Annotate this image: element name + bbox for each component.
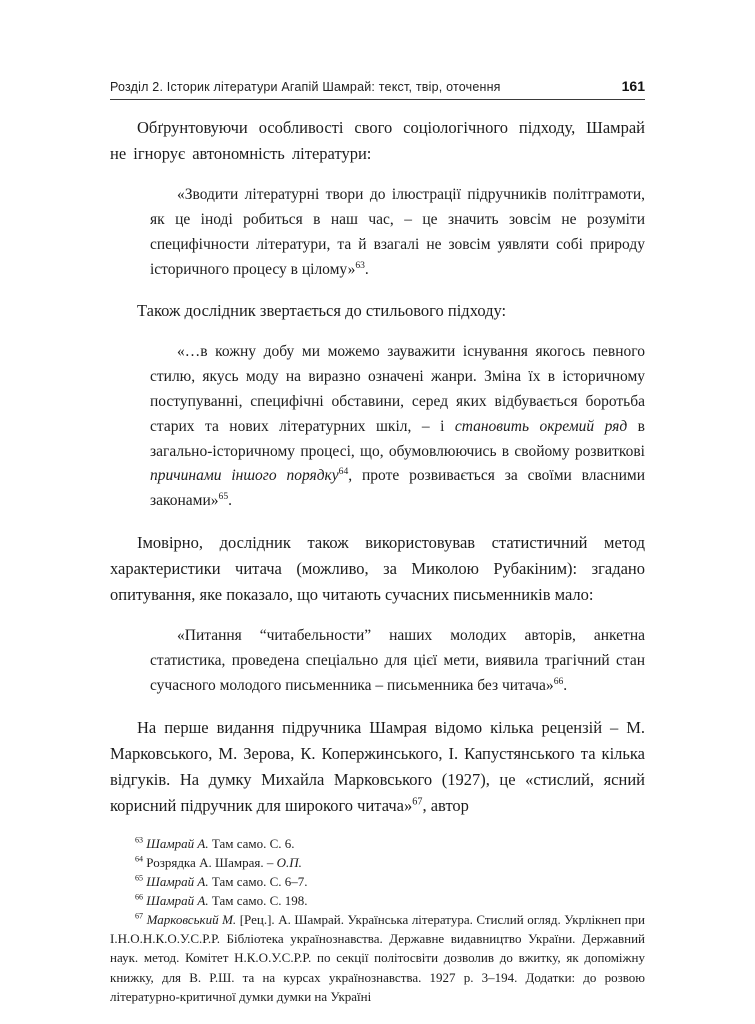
- footnote-65: $^{65}$ Шамрай А. Там само. С. 6–7.: [135, 873, 308, 889]
- paragraph-2: Також дослідник звертається до стильового підходу:: [137, 301, 507, 321]
- footnotes-section: [110, 834, 645, 1006]
- page-number: 161: [621, 78, 645, 94]
- running-title: Розділ 2. Історик літератури Агапій Шамрай: текст, твір, оточення: [110, 80, 501, 94]
- paragraph-1: Обґрунтовуючи особливості свого соціологічного підходу, Шамрай не ігнорує автономність літератури:: [110, 118, 645, 164]
- footnote-63: $^{63}$ Шамрай А. Там само. С. 6.: [135, 835, 295, 851]
- footnote-67: $^{67}$ Марковський М. [Рец.]. А. Шамрай. Українська література. Стислий огляд. Укрлікнеп при І.Н.О.Н.К.О.У.С.Р.Р. Бібліотека українознавства. Державне видавництво України. Державний наук. метод. Комітет Н.К.О.У.С.Р.Р. по секції політосвіти дозволив до вжитку, як допоміжну книжку, для В. Р.Ш. та на курсах українознавства. 1927 р. 3–194. Додатки: до розвою літературно-критичної думки думки на Україні: [110, 911, 646, 1004]
- footnote-64: $^{64}$ Розрядка А. Шамрая. – О.П.: [135, 854, 302, 870]
- page-header: [110, 78, 645, 100]
- block-quote-3: «Питання “читабельности” наших молодих авторів, анкетна статистика, проведена спеціально для цієї мети, виявила трагічний стан сучасного молодого письменника – письменника без читача»$^{66}$.: [150, 627, 645, 694]
- paragraph-4: На перше видання підручника Шамрая відомо кілька рецензій – М. Марковського, М. Зерова, К. Копержинського, І. Капустянського та кілька відгуків. На думку Михайла Марковського (1927), це «стислий, ясний корисний підручник для широкого читача»$^{67}$, автор: [110, 717, 645, 815]
- page-body: [110, 115, 645, 819]
- paragraph-3: Імовірно, дослідник також використовував статистичний метод характеристики читача (можливо, за Миколою Рубакіним): згадано опитування, яке показало, що читають сучасних письменників мало:: [110, 532, 645, 605]
- block-quote-1: «Зводити літературні твори до ілюстрації підручників політграмоти, як це іноді робиться в наш час, – це значить зовсім не розуміти специфічности літератури, та й взагалі не зовсім уявляти собі природу історичного процесу в цілому»$^{63}$.: [150, 186, 645, 278]
- block-quote-2: «…в кожну добу ми можемо зауважити існування якогось певного стилю, якусь моду на виразно означені жанри. Зміна їх в історичному поступуванні, специфічні обставини, серед яких відбувається боротьба старих та нових літературних шкіл, – і становить окремий ряд в загально-історичному процесі, що, обумовлюючись в свойому розвиткові причинами іншого порядку$^{64}$, проте розвивається за своїми власними законами»$^{65}$.: [150, 343, 645, 510]
- footnote-66: $^{66}$ Шамрай А. Там само. С. 198.: [135, 892, 308, 909]
